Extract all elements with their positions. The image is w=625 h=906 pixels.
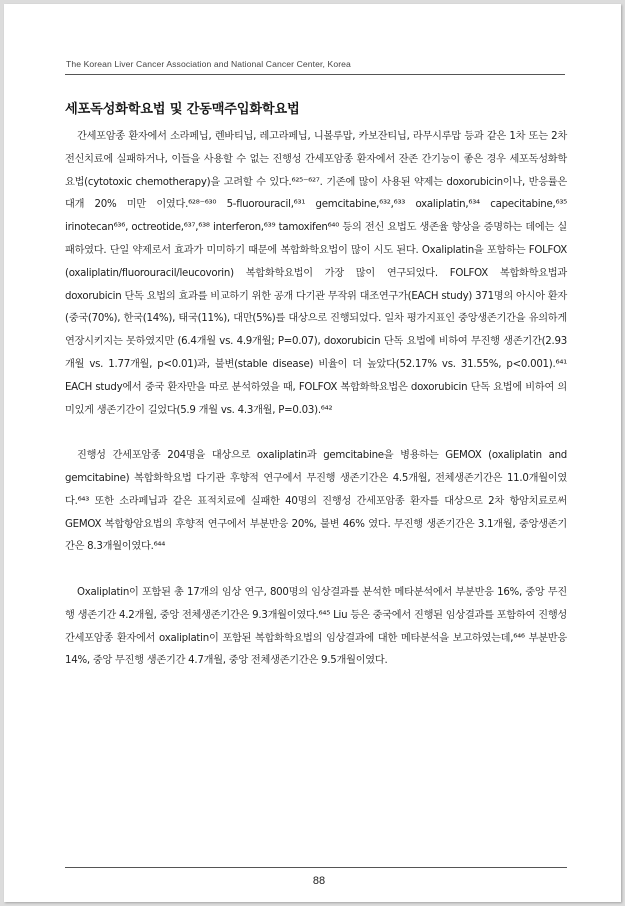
paragraph-1: 간세포암종 환자에서 소라페닙, 렌바티닙, 레고라페닙, 니볼루맙, 카보잔티닙, 라무시루맙 등과 같은 1차 또는 2차 전신치료에 실패하거나, 이들을 사용할 수 없는 진행성 간세포암종 환자에서 잔존 간기능이 좋은 경우 세포독성화학요법(cytotoxic chemotherapy)을 고려할 수 있다.⁶²⁵⁻⁶²⁷. 기존에 많이 사용된 약제는 doxorubicin이나, 반응률은 대개 20% 미만 이였다.⁶²⁸⁻⁶³⁰ 5-fluorouracil,⁶³¹ gemcitabine,⁶³²,⁶³³ oxaliplatin,⁶³⁴ capecitabine,⁶³⁵ irinotecan⁶³⁶, octreotide,⁶³⁷,⁶³⁸ interferon,⁶³⁹ tamoxifen⁶⁴⁰ 등의 전신 요법도 생존율 향상을 증명하는 데에는 실패하였다. 단일 약제로서 효과가 미미하기 때문에 복합화학요법이 많이 시도 된다. Oxaliplatin을 포함하는 FOLFOX (oxaliplatin/fluorouracil/leucovorin) 복합화학요법이 가장 많이 연구되었다. FOLFOX 복합화학요법과 doxorubicin 단독 요법의 효과를 비교하기 위한 공개 다기관 무작위 대조연구가(EACH study) 371명의 아시아 환자(중국(70%), 한국(14%), 태국(11%), 대만(5%)를 대상으로 진행되었다. 일차 평가지표인 중앙생존기간을 유의하게 연장시키지는 못하였지만 (6.4개월 vs. 4.9개월; P=0.07), doxorubicin 단독 요법에 비하여 무진행 생존기간(2.93개월 vs. 1.77개월, p<0.01)과, 불변(stable disease) 비율이 더 높았다(52.17% vs. 31.55%, p<0.001).⁶⁴¹ EACH study에서 중국 환자만을 따로 분석하였을 때, FOLFOX 복합화학요법은 doxorubicin 단독 요법에 비하여 의미있게 생존기간이 길었다(5.9 개월 vs. 4.3개월, P=0.03).⁶⁴² (65, 131, 567, 416)
section-heading: 세포독성화학요법 및 간동맥주입화학요법 (65, 102, 300, 117)
body-text (65, 126, 567, 673)
document-page (4, 4, 621, 902)
paragraph-2: 진행성 간세포암종 204명을 대상으로 oxaliplatin과 gemcitabine을 병용하는 GEMOX (oxaliplatin and gemcitabine) 복합화학요법 다기관 후향적 연구에서 무진행 생존기간은 4.5개월, 전체생존기간은 11.0개월이였다.⁶⁴³ 또한 소라페닙과 같은 표적치료에 실패한 40명의 진행성 간세포암종 환자를 대상으로 2차 항암치료로써 GEMOX 복합항암요법의 후향적 연구에서 부분반응 20%, 불변 46% 였다. 무진행 생존기간은 3.1개월, 중앙생존기간은 8.3개월이였다.⁶⁴⁴ (65, 450, 567, 553)
header-divider (65, 74, 565, 75)
running-header: The Korean Liver Cancer Association and National Cancer Center, Korea (66, 59, 351, 69)
page-number: 88 (312, 875, 326, 887)
paragraph-3: Oxaliplatin이 포함된 총 17개의 임상 연구, 800명의 임상결과를 분석한 메타분석에서 부분반응 16%, 중앙 무진행 생존기간 4.2개월, 중앙 전체생존기간은 9.3개월이였다.⁶⁴⁵ Liu 등은 중국에서 진행된 임상결과를 포함하여 진행성 간세포암종 환자에서 oxaliplatin이 포함된 복합화학요법의 임상결과에 대한 메타분석을 보고하였는데,⁶⁴⁶ 부분반응 14%, 중앙 무진행 생존기간 4.7개월, 중앙 전체생존기간은 9.5개월이였다. (65, 586, 567, 667)
footer-divider (65, 867, 567, 868)
